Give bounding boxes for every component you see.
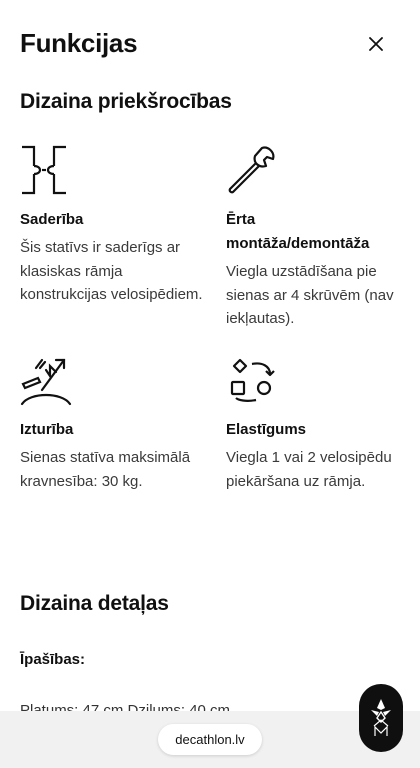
section-title-design-advantages: Dizaina priekšrocības — [20, 90, 232, 113]
section-title-design-details: Dizaina detaļas — [20, 592, 169, 615]
feature-flexibility — [226, 354, 402, 493]
flexibility-icon — [226, 354, 278, 406]
floating-brand-button[interactable] — [359, 684, 403, 752]
page-title: Funkcijas — [20, 28, 138, 58]
feature-durability — [20, 354, 204, 493]
close-button[interactable] — [362, 30, 390, 58]
feature-description: Šis statīvs ir saderīgs ar klasiskas rāmja konstrukcijas velosipēdiem. — [20, 239, 203, 303]
feature-compatibility — [20, 144, 204, 307]
feature-assembly — [226, 144, 402, 331]
close-icon — [369, 37, 383, 51]
feature-name: Elastīgums — [226, 421, 307, 438]
feature-name: Izturība — [20, 421, 74, 438]
feature-name: Saderība — [20, 211, 84, 228]
header — [0, 0, 420, 86]
durability-icon — [20, 354, 72, 406]
wrench-icon — [226, 144, 278, 196]
url-pill[interactable]: decathlon.lv — [158, 724, 262, 755]
properties-label: Īpašības: — [20, 651, 86, 668]
compatibility-icon — [20, 144, 72, 196]
feature-description: Viegla 1 vai 2 velosipēdu piekāršana uz rāmja. — [226, 449, 392, 490]
feature-name: Ērta montāža/demontāža — [226, 211, 370, 252]
feature-description: Viegla uzstādīšana pie sienas ar 4 skrūvēm (nav iekļautas). — [226, 263, 394, 327]
feature-description: Sienas statīva maksimālā kravnesība: 30 kg. — [20, 449, 191, 490]
brand-emblem-icon — [367, 696, 395, 740]
